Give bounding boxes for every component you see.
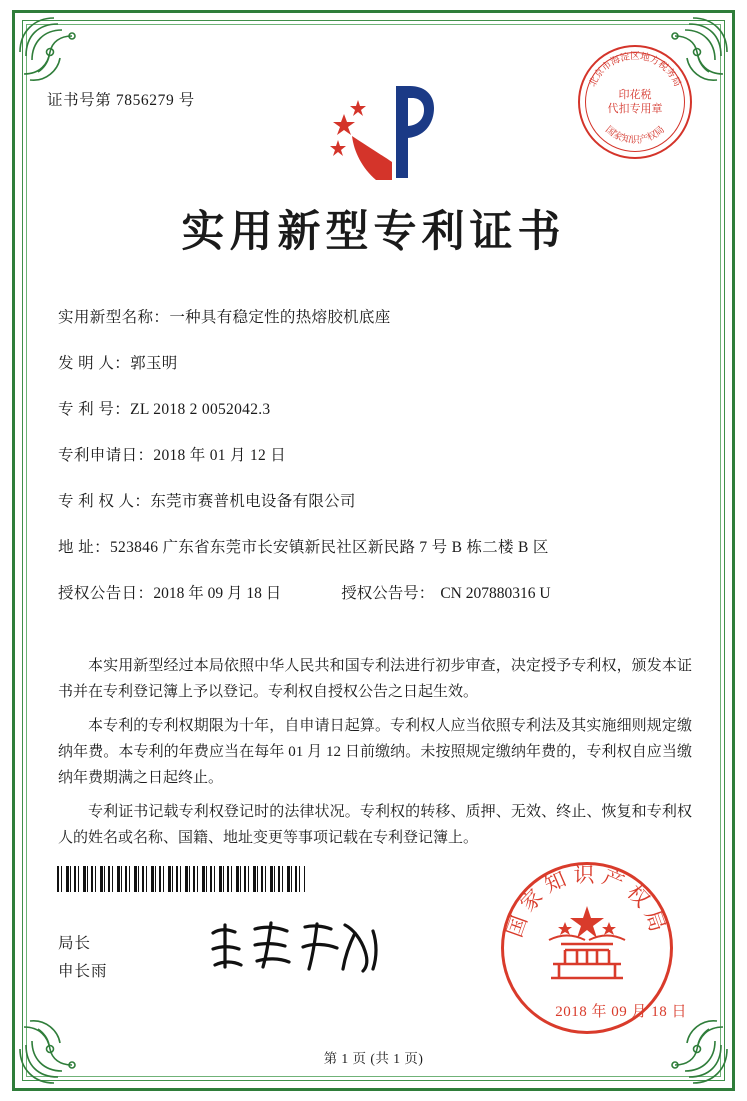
page-footer: 第 1 页 (共 1 页) <box>323 1051 424 1066</box>
field-row-application-date <box>58 444 689 468</box>
field-row-name <box>58 306 689 330</box>
seal-arc-text: 国家知识产权局 <box>502 863 672 941</box>
field-label: 专 利 权 人： <box>58 493 151 510</box>
certificate-number: 证书号第 7856279 号 <box>47 92 195 109</box>
field-label: 发 明 人： <box>58 355 131 372</box>
director-title-label: 局长 <box>58 935 92 952</box>
paragraph-1: 本实用新型经过本局依照中华人民共和国专利法进行初步审查，决定授予专利权，颁发本证书并在专利登记簿上予以登记。专利权自授权公告之日起生效。 <box>58 658 692 700</box>
stamp-arc-top-text: 北京市海淀区地方税务局 <box>588 52 682 89</box>
stamp-center-line2: 代扣专用章 <box>607 103 663 115</box>
field-value: ZL 2018 2 0052042.3 <box>130 401 271 418</box>
national-emblem-icon <box>539 900 635 996</box>
field-label: 地 址： <box>58 539 110 556</box>
field-label-grant-date: 授权公告日： <box>58 585 154 602</box>
barcode <box>57 866 305 892</box>
cnipa-logo-icon <box>318 78 438 186</box>
field-value: 一种具有稳定性的热熔胶机底座 <box>169 309 391 326</box>
field-value: 2018 年 01 月 12 日 <box>153 447 287 464</box>
stamp-center-text <box>608 88 663 116</box>
signature-block <box>58 930 108 986</box>
paragraph-3: 专利证书记载专利权登记时的法律状况。专利权的转移、质押、无效、终止、恢复和专利权人的姓名或名称、国籍、地址变更等事项记载在专利登记簿上。 <box>58 804 692 846</box>
stamp-arc-bottom-text: 国家知识产权局 <box>603 124 667 146</box>
field-value-grant-date: 2018 年 09 月 18 日 <box>153 585 282 602</box>
handwritten-signature-icon <box>205 915 385 977</box>
field-row-inventor <box>58 352 689 376</box>
field-label-grant-number: 授权公告号： <box>341 585 435 602</box>
field-row-patent-number <box>58 398 689 422</box>
stamp-center-line1: 印花税 <box>618 89 652 101</box>
field-value: 东莞市赛普机电设备有限公司 <box>150 493 356 510</box>
field-value: 郭玉明 <box>130 355 178 372</box>
field-value-grant-number: CN 207880316 U <box>440 585 551 602</box>
svg-text:北京市海淀区地方税务局 <box>586 50 682 88</box>
svg-text:国家知识产权局 <box>603 124 667 146</box>
body-text <box>58 653 692 859</box>
field-row-address <box>58 536 689 560</box>
paragraph-2: 本专利的专利权期限为十年，自申请日起算。专利权人应当依照专利法及其实施细则规定缴纳年费。本专利的年费应当在每年 01 月 12 日前缴纳。未按照规定缴纳年费的，专利权自应当缴纳年费期满之日起终止。 <box>58 718 692 786</box>
field-row-patentee <box>58 490 689 514</box>
field-list <box>58 306 689 628</box>
page-title: 实用新型专利证书 <box>181 208 566 256</box>
field-label: 专利申请日： <box>58 447 154 464</box>
field-value: 523846 广东省东莞市长安镇新民社区新民路 7 号 B 栋二楼 B 区 <box>109 539 549 556</box>
seal-date: 2018 年 09 月 18 日 <box>555 1004 687 1020</box>
field-label: 实用新型名称： <box>58 309 170 326</box>
tax-stamp <box>578 45 692 159</box>
field-label: 专 利 号： <box>58 401 131 418</box>
field-row-grant-announcement <box>58 582 689 606</box>
director-name-label: 申长雨 <box>58 963 108 980</box>
corner-ornament-icon <box>14 12 92 90</box>
